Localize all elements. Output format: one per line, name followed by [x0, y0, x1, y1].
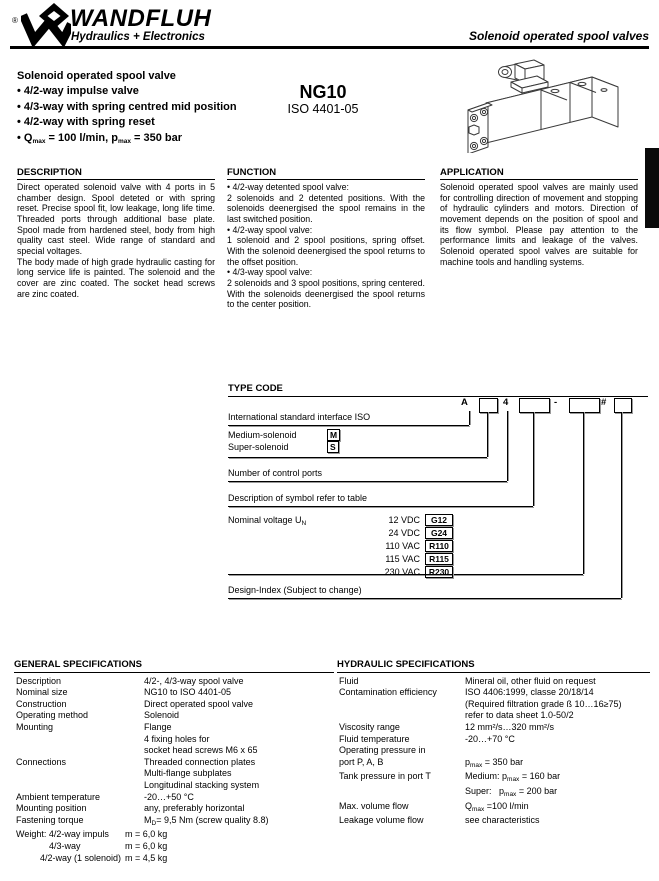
- code-box-solenoid-size: [479, 398, 498, 413]
- general-specifications: [14, 659, 334, 864]
- connector-line: [228, 598, 621, 599]
- spec-row: Mounting Flange: [16, 721, 172, 732]
- product-bullet-3: • 4/2-way with spring reset: [17, 116, 155, 129]
- label-medium-solenoid: Medium-solenoid: [228, 430, 297, 440]
- code-digit-4: 4: [503, 397, 509, 408]
- application-paragraph: Solenoid operated spool valves are mainly used for controlling direction of movement and stopping of hydraulic cylinders and motors. Direction of movement depends on the position of spool and its flow symbol. Please pay attention to the performance limits and leakage of the valves. Solenoid operated spool valves are suitable for machine tools and handling systems.: [440, 182, 638, 267]
- spec-row: Nominal size NG10 to ISO 4401-05: [16, 687, 232, 698]
- connector-line: [228, 425, 469, 426]
- description-paragraph-1: Direct operated solenoid valve with 4 ports in 5 chamber design. Spool deteted or with spring reset. Precise spool fit, low leakage, long life time. Threaded ports through additional base plate. Spool made from hardened steel, body from high quality cast steel. Wide range of standard and special voltages.: [17, 182, 215, 256]
- spec-row: Ambient temperature -20…+50 °C: [16, 791, 194, 802]
- spec-row: 4 fixing holes for: [144, 733, 210, 744]
- label-design-index: Design-Index (Subject to change): [228, 585, 362, 595]
- wandfluh-logo-icon: [21, 2, 71, 48]
- spec-row: Longitudinal stacking system: [144, 779, 260, 790]
- section-description: [17, 167, 215, 299]
- spec-row: refer to data sheet 1.0-50/2: [465, 710, 574, 721]
- spec-row: Viscosity range 12 mm²/s…320 mm²/s: [339, 721, 555, 732]
- spec-row: Connections Threaded connection plates: [16, 756, 256, 767]
- label-super-solenoid: Super-solenoid: [228, 442, 289, 452]
- spec-row: socket head screws M6 x 65: [144, 745, 258, 756]
- model-block: [263, 83, 383, 117]
- voltage-code: R230: [425, 566, 453, 578]
- connector-line: [621, 412, 622, 598]
- code-box-design-index: [614, 398, 632, 413]
- valve-illustration: [458, 57, 626, 153]
- code-box-symbol: [519, 398, 550, 413]
- registered-mark: ®: [12, 16, 18, 25]
- connector-line: [487, 412, 488, 457]
- page-index-tab: [645, 148, 659, 228]
- spec-row: Operating method Solenoid: [16, 710, 180, 721]
- spec-row: Max. volume flow $Q_{max} =100$ l/min: [339, 800, 529, 813]
- function-item-head: • 4/2-way spool valve:: [227, 224, 313, 235]
- voltage-row: 24 VDC G24: [228, 527, 468, 539]
- product-title: Solenoid operated spool valve: [17, 70, 176, 82]
- connector-line: [533, 412, 534, 506]
- spec-row: Operating pressure in: [339, 745, 426, 756]
- spec-row: Fluid Mineral oil, other fluid on request: [339, 675, 596, 686]
- product-bullet-2: • 4/3-way with spring centred mid position: [17, 100, 237, 113]
- voltage-code: R110: [425, 540, 453, 552]
- code-letter-a: A: [461, 397, 468, 408]
- label-interface-iso: International standard interface ISO: [228, 412, 371, 422]
- connector-line: [583, 412, 584, 574]
- brand-wordmark: WANDFLUH: [70, 5, 212, 32]
- spec-row: (Required filtration grade ß 10…16≥75): [465, 698, 622, 709]
- label-nominal-voltage: Nominal voltage $U_N$: [228, 515, 307, 527]
- spec-row: Tank pressure in port T Medium: $p_{max} = 160$ bar: [339, 771, 561, 784]
- spec-row: Weight: 4/2-way impuls m = 6,0 kg: [16, 829, 168, 840]
- connector-line: [469, 411, 470, 425]
- spec-row: Contamination efficiency ISO 4406:1999, classe 20/18/14: [339, 687, 594, 698]
- function-item-body: 2 solenoids and 2 detented positions. With the solenoids deenergised the spool remains in the last switched position.: [227, 192, 425, 224]
- section-application: [440, 167, 638, 267]
- function-item-body: 1 solenoid and 2 spool positions, spring offset. With the solenoid deenergised the spool returns to the offset position.: [227, 235, 425, 267]
- voltage-row: 230 VAC R230: [228, 566, 468, 578]
- voltage-code: R115: [425, 553, 453, 565]
- code-dash: -: [554, 397, 558, 408]
- spec-row: Mounting position any, preferably horizontal: [16, 803, 245, 814]
- hydraulic-specs-heading: HYDRAULIC SPECIFICATIONS: [337, 659, 650, 673]
- section-function: [227, 167, 425, 310]
- spec-row: Multi-flange subplates: [144, 768, 232, 779]
- connector-line: [228, 506, 533, 507]
- voltage-code: G12: [425, 514, 453, 526]
- connector-line: [228, 481, 507, 482]
- spec-row: 4/3-way m = 6,0 kg: [49, 840, 168, 851]
- spec-row: Construction Direct operated spool valve: [16, 698, 254, 709]
- spec-row: Fastening torque $M_D= 9,5$ Nm (screw quality 8.8): [16, 814, 269, 827]
- function-item-head: • 4/3-way spool valve:: [227, 267, 313, 278]
- doc-title: Solenoid operated spool valves: [468, 29, 649, 43]
- voltage-row: 115 VAC R115: [228, 553, 468, 565]
- voltage-row: 12 VDC G12: [228, 514, 468, 526]
- function-heading: FUNCTION: [227, 167, 425, 180]
- spec-row: Leakage volume flow see characteristics: [339, 815, 540, 826]
- description-paragraph-2: The body made of high grade hydraulic casting for long service life is painted. The solenoid and the cover are zinc coated. The socket head screws are zinc coated.: [17, 256, 215, 299]
- description-heading: DESCRIPTION: [17, 167, 215, 180]
- spec-row: Super: $p_{max} = 200$ bar: [465, 785, 558, 798]
- voltage-row: 110 VAC R110: [228, 540, 468, 552]
- code-super-solenoid: S: [327, 441, 339, 453]
- general-specs-heading: GENERAL SPECIFICATIONS: [14, 659, 334, 673]
- spec-row: port P, A, B $p_{max} = 350$ bar: [339, 756, 524, 769]
- spec-row: 4/2-way (1 solenoid) m = 4,5 kg: [40, 852, 168, 863]
- type-code-heading: TYPE CODE: [228, 383, 648, 397]
- voltage-code: G24: [425, 527, 453, 539]
- function-item-head: • 4/2-way detented spool valve:: [227, 182, 349, 192]
- model-code: NG10: [299, 82, 347, 102]
- product-bullet-4: • Qmax = 100 l/min, pmax = 350 bar: [17, 131, 183, 145]
- connector-line: [507, 411, 508, 481]
- function-item-body: 2 solenoids and 3 spool positions, spring centered. With the solenoids deenergised the spool returns to the center position.: [227, 277, 425, 310]
- application-heading: APPLICATION: [440, 167, 638, 180]
- code-hash: #: [601, 397, 607, 408]
- connector-line: [228, 457, 487, 458]
- label-control-ports: Number of control ports: [228, 468, 323, 478]
- code-box-voltage: [569, 398, 600, 413]
- code-medium-solenoid: M: [327, 429, 340, 441]
- product-bullet-1: • 4/2-way impulse valve: [17, 85, 139, 98]
- iso-standard: ISO 4401-05: [287, 102, 359, 116]
- spec-row: Description 4/2-, 4/3-way spool valve: [16, 675, 244, 686]
- header-rule: [10, 46, 649, 49]
- brand-tagline: Hydraulics + Electronics: [71, 31, 205, 43]
- spec-row: Fluid temperature -20…+70 °C: [339, 733, 515, 744]
- hydraulic-specifications: [337, 659, 650, 827]
- label-symbol-table: Description of symbol refer to table: [228, 493, 368, 503]
